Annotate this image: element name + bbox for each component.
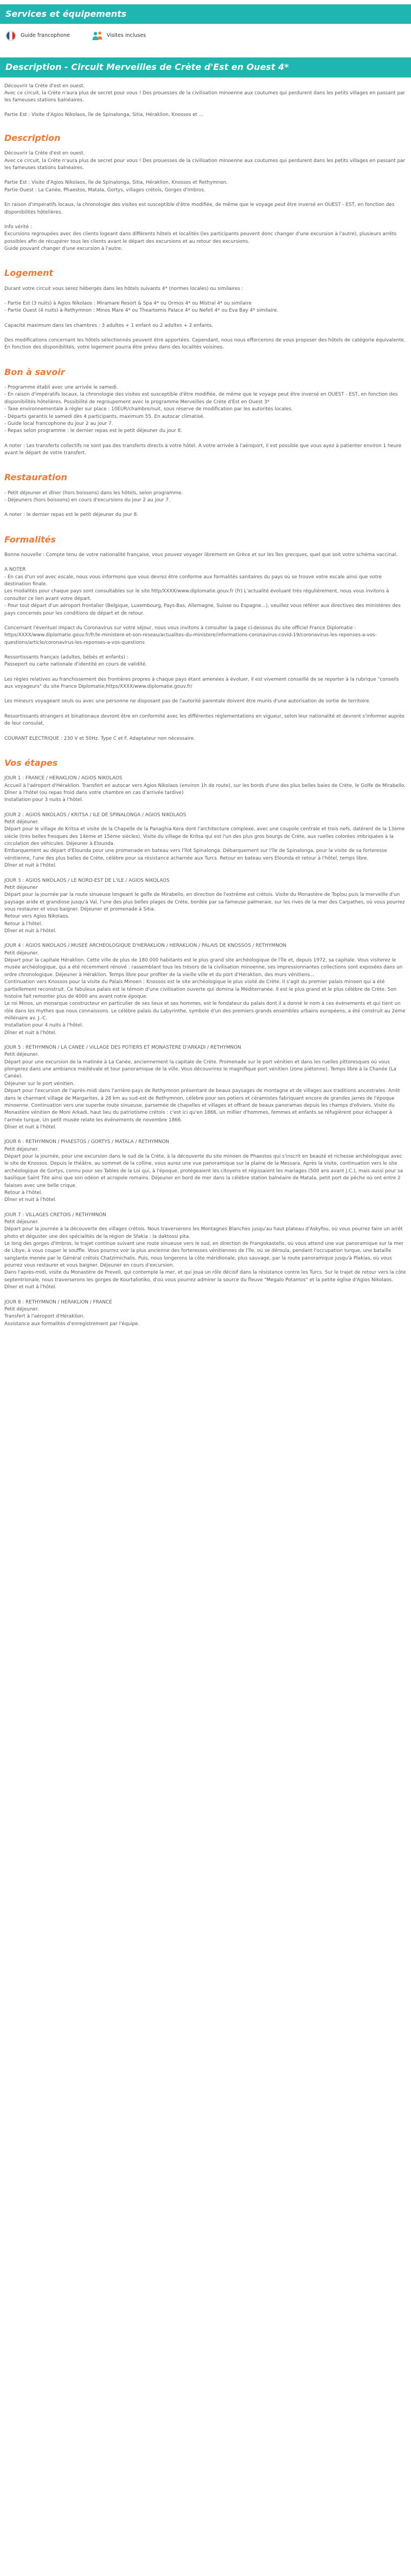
text-line: Guide pouvant changer d'une excursion à l'autre. (4, 246, 123, 251)
section-title: Bon à savoir (4, 366, 65, 377)
text-line: Déjeuner sur le port vénitien. (4, 1081, 75, 1087)
section-block (4, 735, 407, 743)
text-line: JOUR 2 : AGIOS NIKOLAOS / KRITSA / ILE DE SPINALONGA / AGIOS NIKOLAOS (4, 812, 187, 818)
french-guide-icon (5, 30, 16, 41)
included-visits-icon (92, 30, 102, 41)
text-line: A noter : Les transferts collectifs ne sont pas des transferts directs à votre hôtel. A votre arrivée à l'aéroport, il est possible que vous ayez à patienter environ 1 heure avant le départ de votre transfert. (4, 443, 402, 456)
text-line: Dîner à l'hôtel (ou repas froid dans votre chambre en cas d'arrivée tardive) (4, 790, 184, 796)
text-line: Capacité maximum dans les chambres : 3 adultes + 1 enfant ou 2 adultes + 2 enfants. (4, 322, 213, 328)
services-header (0, 4, 411, 24)
text-line: - Programme établi avec une arrivée le samedi. (4, 385, 118, 391)
text-line: Départ pour la journée par la route sinueuse longeant le golfe de Mirabello, en direction de l'extrême est crétois. Visite du Monastère de Toplou puis la merveille d'un paysage aride et grandiose jusqu'à Vaï, l'une des plus belles plages de Crète, bordée par sa fameuse palmeraie, sur les rives de la mer des Carpathes, où vous pourrez vous restaurer et vous baigner. Déjeuner et promenade à Sitia. (4, 892, 405, 912)
text-line: - Pour tout départ d'un aéroport frontalier (Belgique, Luxembourg, Pays-Bas, Allemagne, Suisse ou Espagne...), veuillez vous référer aux directives des ministères des pays concernés pour les conditions de départ et de retour. (4, 603, 401, 616)
text-line: Le long des gorges d'Imbros, le trajet continue suivant une route sinueuse vers le sud, en direction de Frangokastello, où vous attend une vue panoramique sur la mer de Libye, à vous couper le souffle. Vous pourrez voir la plus ancienne des forteresses vénitiennes de l'île, où se déroula, pendant l'occupation turque, une bataille sanglante menée par le Général crétois Chatzimichalis. Puis, nous longerons la côte méridionale, plus sauvage, par la route panoramique jusqu'à Plakias, où vous pourrez vous restaurer et vous baigner. Déjeuner en cours d'excursion. (4, 1241, 403, 1269)
text-line: JOUR 4 : AGIOS NIKOLAOS / MUSEE ARCHEOLOGIQUE D'HERAKLION / HERAKLION / PALAIS DE KNOSSOS / RETHYMNON (4, 943, 287, 949)
section-block (4, 812, 407, 870)
text-line: Partie Est : Visite d'Agios Nikolaos, île de Spinalonga, Sitia, Héraklion, Knossos et Rethymnon. (4, 180, 228, 186)
text-line: JOUR 3 : AGIOS NIKOLAOS / LE NORD-EST DE L'ILE / AGIOS NIKOLAOS (4, 877, 170, 883)
section-block (4, 202, 407, 216)
text-line: Assistance aux formalités d'enregistrement par l'équipe. (4, 1321, 140, 1327)
text-line: Avec ce circuit, la Crète n'aura plus de secret pour vous ! Des prouesses de la civilisation minoenne aux coutumes qui perdurent dans les petits villages en passant par les fameuses stations balnéaires. (4, 158, 406, 171)
section-block (4, 566, 407, 617)
text-line: Passeport ou carte nationale d'identité en cours de validité. (4, 662, 147, 668)
section-block (4, 384, 407, 435)
text-line: Départ pour la capitale Héraklion. Cette ville de plus de 180.000 habitants est le plus grand site archéologique de l'île et, depuis 1972, sa capitale. Vous visiterez le musée archéologique, qui a été récemment rénové : rassemblant tous les trésors de la civilisation minoenne, ses impressionnantes collections sont exposées dans un ordre chronologique. Déjeuner à Héraklion. Temps libre pour profiter de la vieille ville et du port d'Héraklion, des murs vénitiens... (4, 958, 403, 978)
text-line: - Repas selon programme : le dernier repas est le petit déjeuner du jour 8. (4, 428, 182, 434)
section-block (4, 625, 407, 647)
description-header (0, 57, 411, 77)
intro-line: Avec ce circuit, la Crète n'aura plus de secret pour vous ! Des prouesses de la civilisation minoenne aux coutumes qui perdurent dans les petits villages en passant par les fameuses stations balnéaires. (4, 90, 406, 104)
text-line: Bonne nouvelle : Compte tenu de votre nationalité française, vous pouvez voyager librement en Grèce et sur les îles grecques, quel que soit votre schéma vaccinal. (4, 552, 398, 558)
section-block (4, 713, 407, 728)
section-block (4, 775, 407, 804)
text-line: Dîner et nuit à l'hôtel. (4, 1197, 57, 1203)
section-title: Formalités (4, 534, 56, 545)
text-line: - Taxe environnementale à régler sur place : 10EUR/chambre/nuit, sous réserve de modification par les autorités locales. (4, 406, 293, 412)
section-block (4, 512, 407, 519)
text-line: - En raison d'impératifs locaux, la chronologie des visites est susceptible d'être modifiée, de même que le voyage peut être inversé en OUEST - EST, en fonction des disponibilités hôtelières. Possibilité de regroupement avec le programme Merveilles de Crète d'Est en Ouest 3* (4, 392, 398, 405)
section-block (4, 676, 407, 691)
section-block (4, 224, 407, 253)
text-line: JOUR 5 : RETHYMNON / LA CANEE / VILLAGE DES POTIERS ET MONASTERE D'ARKADI / RETHYMNON (4, 1045, 241, 1051)
text-line: JOUR 8 : RETHYMNON / HERAKLION / FRANCE (4, 1299, 112, 1305)
text-line: Dîner et nuit à l'hôtel. (4, 1284, 57, 1290)
text-line: Concernant l'éventuel impact du Coronavirus sur votre séjour, nous vous invitons à consulter la page ci-dessous du site officiel France Diplomatie : (4, 625, 356, 631)
text-line: Transfert à l'aéroport d'Héraklion. (4, 1314, 85, 1320)
section-block (4, 286, 407, 293)
text-line: Départ pour le village de Kritsa et visite de la Chapelle de la Panaghia Kera dont l'architecture complexe, avec une coupole centrale et trois nefs, datèrent de la 13ème siècle (très belles fresques des 14ème et 15ème siècles). Visite du village de Kritsa qui est l'un des plus gros bourgs de Crète, aux ruelles colorées imbriquées à la circulation des véhicules. Déjeuner à Elounda. (4, 827, 405, 847)
text-line: Retour à l'hôtel. (4, 1190, 43, 1196)
section-block (4, 552, 407, 559)
text-line: Dîner et nuit à l'hôtel. (4, 928, 57, 934)
section-block (4, 322, 407, 330)
section-block (4, 698, 407, 705)
text-line: JOUR 7 : VILLAGES CRETOIS / RETHYMNON (4, 1212, 106, 1218)
text-line: Départ pour la journée, pour une excursion dans le sud de la Crète, à la découverte du site minoen de Phaestos qui s'inscrit en beauté et richesse archéologique avec le site de Knossos. Depuis le théâtre, au sommet de la colline, vous aurez une vue panoramique sur la plaine de la Messara. Après la visite, continuation vers le site archéologique de Gortys, connu pour ses Tables de la Loi qui, à l'époque, protégeaient les citoyens et régissaient les mariages (500 ans avant J.C.), mais aussi pour sa basilique Saint Tite ainsi que son odéon et acropole romains. Déjeuner en bord de mer dans la célèbre station balnéaire de Matala, petit port de pêche où ont entre 2 falaises avec une belle crique. (4, 1154, 403, 1189)
section-block (4, 1044, 407, 1131)
text-line: Petit déjeuner. (4, 1306, 39, 1312)
section-title: Vos étapes (4, 757, 58, 768)
text-line: Petit déjeuner. (4, 1052, 39, 1058)
text-line: Départ pour la journée à la découverte des villages crétois. Nous traverserons les Montagnes Blanches jusqu'au haut plateau d'Askyfou, où vous pourrez faire un arrêt photo et déguster une des spécialités de la région de Sfakia : la daktossi pita. (4, 1226, 403, 1239)
text-line: Petit déjeuner. (4, 950, 39, 956)
text-line: Petit déjeuner. (4, 819, 39, 825)
section-block (4, 337, 407, 352)
text-line: Ressortissants français (adultes, bébés et enfants) : (4, 655, 129, 660)
text-line: JOUR 6 : RETHYMNON / PHAESTOS / GORTYS / MATALA / RETHYMNON (4, 1139, 169, 1145)
text-line: Dans l'après-midi, visite du Monastère de Preveli, qui contemple la mer, et qui joua un rôle décisif dans la résistance contre les Turcs. Sur le trajet de retour vers la côte septentrionale, nous traverserons les gorges de Kourtaliotiko, d'où vous pourrez admirer la source du fleuve "Megalo Potamos" et la petite église d'Agios Nikolaos. (4, 1270, 406, 1283)
text-line: Départ pour une excursion de la matinée à La Canée, anciennement la capitale de Crète. Promenade sur le port vénitien et dans les ruelles pittoresques où vous plongerez dans une ambiance médiévale et tour panoramique de la ville. Vous découvrirez le magnifique port vénitien (zone piétonne). Temps libre à la Chanée (La Canée). (4, 1059, 397, 1080)
text-line: Dîner et nuit à l'hôtel. (4, 1125, 57, 1130)
intro-line: Partie Est : Visite d'Agios Nikolaos, île de Spinalonga, Sitia, Héraklion, Knossos et ... (4, 112, 204, 118)
text-line: Petit déjeuner. (4, 1146, 39, 1152)
description-header-title: Description - Circuit Merveilles de Crète d'Est en Ouest 4* (5, 62, 289, 73)
text-line: Partie Ouest : La Canée, Phaestos, Matala, Gortys, villages crétois, Gorges d'Imbros. (4, 187, 206, 193)
text-line: Excursions regroupées avec des clients logeant dans différents hôtels et localités (les participants peuvent donc changer d'une excursion à l'autre), plusieurs arrêts possibles afin de récupérer tous les clients avant le départ des excursions et au retour des excursions. (4, 231, 397, 244)
text-line: COURANT ELECTRIQUE : 230 V et 50Hz. Type C et F. Adaptateur non nécessaire. (4, 735, 195, 741)
section-block (4, 300, 407, 315)
text-line: Dîner et nuit à l'hôtel. (4, 1030, 57, 1036)
services-title: Services et équipements (5, 9, 127, 19)
text-line: - Guide local francophone du jour 2 au jour 7. (4, 421, 113, 427)
text-line: Retour à l'hôtel. (4, 921, 43, 927)
text-line: A noter : le dernier repas est le petit déjeuner du jour 8. (4, 512, 138, 518)
service-visits (92, 30, 146, 41)
text-line: Accueil à l'aéroport d'Héraklion. Transfert en autocar vers Agios Nikolaos (environ 1h de route), sur les bords d'une des plus belles baies de Crète, le Golfe de Mirabello. (4, 783, 406, 789)
section-title: Description (4, 133, 61, 144)
section-title: Restauration (4, 472, 67, 483)
text-line: Retour vers Agios Nikolaos. (4, 914, 70, 920)
text-line: Continuation vers Knossos pour la visite du Palais Minoen : Knossos est le site archéologique le plus visité de Crète. Il s'agit du premier palais minoen qui a été partiellement reconstruit. Ce fabuleux palais est le témoin d'une civilisation ouverte qui domina la Méditerranée. Il est le plus grand et le plus célèbre de Crète. Son histoire fait remonter plus de 4000 ans avant notre époque. (4, 979, 397, 999)
section-block (4, 654, 407, 669)
text-line: Petit déjeuner. (4, 1219, 39, 1225)
section-block (4, 490, 407, 505)
page (0, 4, 411, 1328)
text-line: - En cas d'un vol avec escale, nous vous informons que vous devrez être conforme aux formalités sanitaires du pays où se trouve votre escale ainsi que votre destination finale. (4, 574, 382, 587)
text-line: JOUR 1 : FRANCE / HERAKLION / AGIOS NIKOLAOS (4, 776, 123, 782)
sections-container (0, 132, 411, 1328)
section-title: Logement (4, 268, 54, 279)
intro-line: Découvrir la Crète d'est en ouest. (4, 83, 85, 89)
section-block (4, 1139, 407, 1204)
intro (0, 78, 411, 121)
text-line: Les règles relatives au franchissement des frontières propres à chaque pays étant amenées à évoluer, il est vivement conseillé de se reporter à la rubrique "conseils aux voyageurs" du site France Diplomatie;https/XXXX/www.diplomatie.gouv.fr/ (4, 676, 399, 690)
service-guide-label: Guide francophone (21, 33, 70, 39)
intro-spacer (4, 105, 407, 112)
text-line: Info vérité : (4, 224, 32, 230)
services-row (0, 24, 411, 47)
text-line: Le roi Minos, un monarque constructeur en particulier de ses lieux et ses hommes, est le fondateur du palais dont il a donné le nom à ces évènements et qui tient un rôle dans les mythes que nous connaissons. Le célèbre palais du Labyrinthe, symbole d'un des premiers grands ensembles urbains européens, a été construit au 2ème millénaire av. J.-C. (4, 1001, 406, 1021)
text-line: Les modalités pour chaque pays sont consultables sur le site http/XXXX/www.diplomatie.gouv.fr (fr) L'actualité évoluant très régulièrement, nous vous invitons à consulter ce lien avant votre départ. (4, 589, 389, 602)
text-line: A NOTER (4, 567, 26, 573)
service-visits-label: Visites incluses (106, 33, 146, 39)
section-block (4, 877, 407, 935)
text-line: - Petit déjeuner et dîner (hors boissons) dans les hôtels, selon programme. (4, 490, 183, 496)
text-line: Petit déjeuner (4, 885, 38, 890)
service-guide (5, 30, 70, 41)
text-line: - Partie Est (3 nuits) à Agios Nikolaos : Miramare Resort & Spa 4* ou Ormos 4* ou Mistral 4* ou similaire (4, 301, 252, 306)
section-block (4, 179, 407, 194)
section-block (4, 1212, 407, 1292)
section-block (4, 942, 407, 1037)
text-line: Embarquement au départ d'Elounda pour une promenade en bateau vers l'îlot Spinalonga. Débarquement sur l'île de Spinalonga, pour la visite de sa forteresse vénitienne, l'une des plus belles de Crète, célèbre pour sa résistance acharnée aux Turcs. Retour en bateau vers Elounda et retour à l'hôtel, temps libre. (4, 848, 387, 861)
text-line: Installation pour 4 nuits à l'hôtel. (4, 1023, 84, 1029)
text-line: Départ pour l'excursion de l'après-midi dans l'arrière-pays de Rethymnon présentant de beaux paysages de montagne et de villages aux traditions ancestrales. Arrêt dans le charmant village de Margarites, à 28 km au sud-est de Rethymnon, célèbre pour ses potiers et céramistes fabriquant encore de grandes jarres de l'époque minoenne. Continuation vers une superbe route sinueuse, parsemée de chapelles et villages et offrant de beaux panoramas depuis les champs d'oliviers. Visite du Monastère vénitien de Moni Arkadi, haut lieu du patriotisme crétois : c'est ici qu'en 1866, un millier d'hommes, femmes et enfants se réfugièrent pour échapper à l'armée turque. Un petit musée relate les événements de novembre 1866. (4, 1088, 400, 1123)
text-line: Durant votre circuit vous serez hébergés dans les hôtels suivants 4* (normes locales) ou similaires : (4, 286, 243, 292)
text-line: https/XXXX/www.diplomatie.gouv.fr/fr/le-ministere-et-son-reseau/actualites-du-ministere/informations-coronavirus-covid-19/coronavirus-les-reponses-a-vos-questions/article/coronavirus-les-reponses-a-vos-questions (4, 632, 377, 645)
text-line: Ressortissants étrangers et binationaux devront être en conformité avec les différentes réglementations en vigueur, selon leur nationalité et devront s'informer auprès de leur consulat. (4, 713, 404, 727)
text-line: Des modifications concernant les hôtels sélectionnés peuvent être apportées. Cependant, nous nous efforcerons de vous proposer des hôtels de catégorie équivalente. En fonction des disponibilités, votre logement pourra être prévu dans des localités voisines. (4, 338, 406, 351)
section-block (4, 1299, 407, 1328)
text-line: Installation pour 3 nuits à l'hôtel. (4, 797, 84, 803)
section-block (4, 150, 407, 172)
text-line: Les mineurs voyageant seuls ou avec une personne ne disposant pas de l'autorité parentale doivent être munis d'une autorisation de sortie de territoire. (4, 699, 371, 705)
text-line: - Déjeuners (hors boissons) en cours d'excursions du jour 2 au jour 7. (4, 498, 170, 503)
text-line: Dîner et nuit à l'hôtel. (4, 863, 57, 869)
text-line: Découvrir la Crète d'est en ouest. (4, 151, 85, 157)
text-line: - Partie Ouest (4 nuits) à Rethymnon : Minos Mare 4* ou Theartemis Palace 4* ou Nefeli 4* ou Eva Bay 4* similaire. (4, 308, 279, 314)
text-line: - Départs garantis le samedi dès 4 participants, maximum 55. En autocar climatisé. (4, 414, 205, 419)
section-block (4, 443, 407, 457)
text-line: En raison d'impératifs locaux, la chronologie des visites est susceptible d'être modifiée, de même que le voyage peut être inversé en OUEST - EST, en fonction des disponibilités hôtelières. (4, 202, 395, 215)
